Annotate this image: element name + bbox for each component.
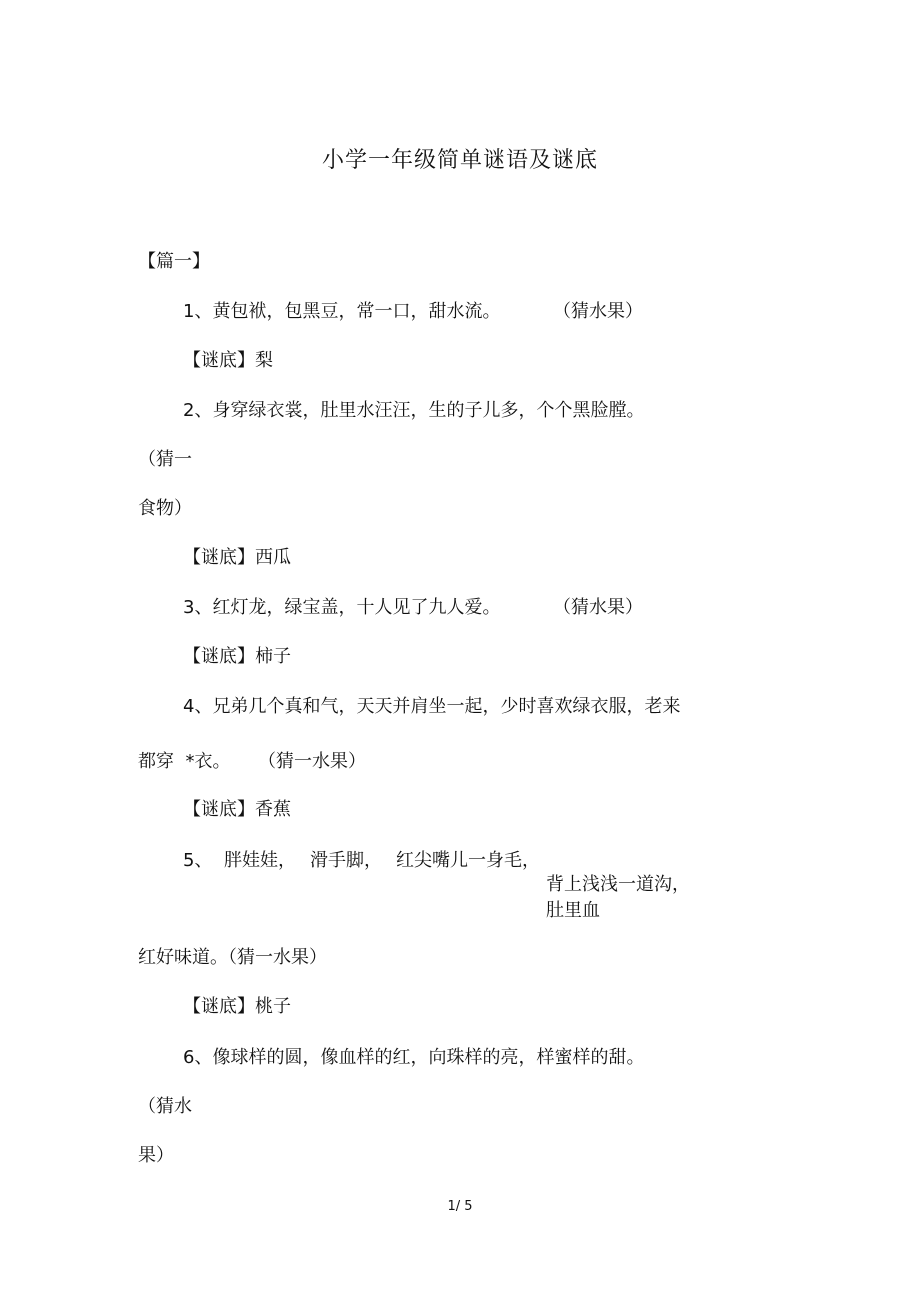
riddle-4-answer: 【谜底】香蕉 xyxy=(183,799,291,820)
riddle-5-part5: 肚里血 xyxy=(546,900,600,921)
riddle-4-hint: （猜一水果） xyxy=(258,751,366,772)
riddle-1-answer: 【谜底】梨 xyxy=(183,350,273,371)
riddle-3-answer: 【谜底】柿子 xyxy=(183,646,291,667)
riddle-6-hint-part1: （猜水 xyxy=(138,1096,192,1117)
riddle-5-part4: 背上浅浅一道沟， xyxy=(546,874,690,895)
riddle-1-hint: （猜水果） xyxy=(553,301,643,322)
riddle-3-question: 3、红灯龙，绿宝盖，十人见了九人爱。 xyxy=(183,597,501,618)
riddle-2-answer: 【谜底】西瓜 xyxy=(183,547,291,568)
riddle-5-part2: 滑手脚， xyxy=(310,850,382,871)
page-title: 小学一年级简单谜语及谜底 xyxy=(321,148,598,173)
riddle-3-hint: （猜水果） xyxy=(553,597,643,618)
riddle-1-question: 1、黄包袱，包黑豆，常一口，甜水流。 xyxy=(183,301,501,322)
riddle-5-part1: 胖娃娃， xyxy=(224,850,296,871)
riddle-2-question: 2、身穿绿衣裳，肚里水汪汪，生的子儿多，个个黑脸膛。 xyxy=(183,400,645,421)
riddle-2-hint-part1: （猜一 xyxy=(138,449,192,470)
riddle-4-question-cont: 都穿 *衣。 xyxy=(138,751,231,772)
riddle-6-hint-part2: 果） xyxy=(138,1145,174,1166)
riddle-5-question-cont: 红好味道。（猜一水果） xyxy=(138,947,327,968)
riddle-5-answer: 【谜底】桃子 xyxy=(183,996,291,1017)
riddle-5-number: 5、 xyxy=(183,850,213,871)
page-number: 1/ 5 xyxy=(447,1199,473,1214)
riddle-4-question: 4、兄弟几个真和气，天天并肩坐一起，少时喜欢绿衣服，老来 xyxy=(183,696,681,717)
riddle-2-hint-part2: 食物） xyxy=(138,498,192,519)
riddle-5-part3: 红尖嘴儿一身毛， xyxy=(396,850,540,871)
section-heading: 【篇一】 xyxy=(138,251,210,272)
riddle-6-question: 6、像球样的圆，像血样的红，向珠样的亮，样蜜样的甜。 xyxy=(183,1047,645,1068)
